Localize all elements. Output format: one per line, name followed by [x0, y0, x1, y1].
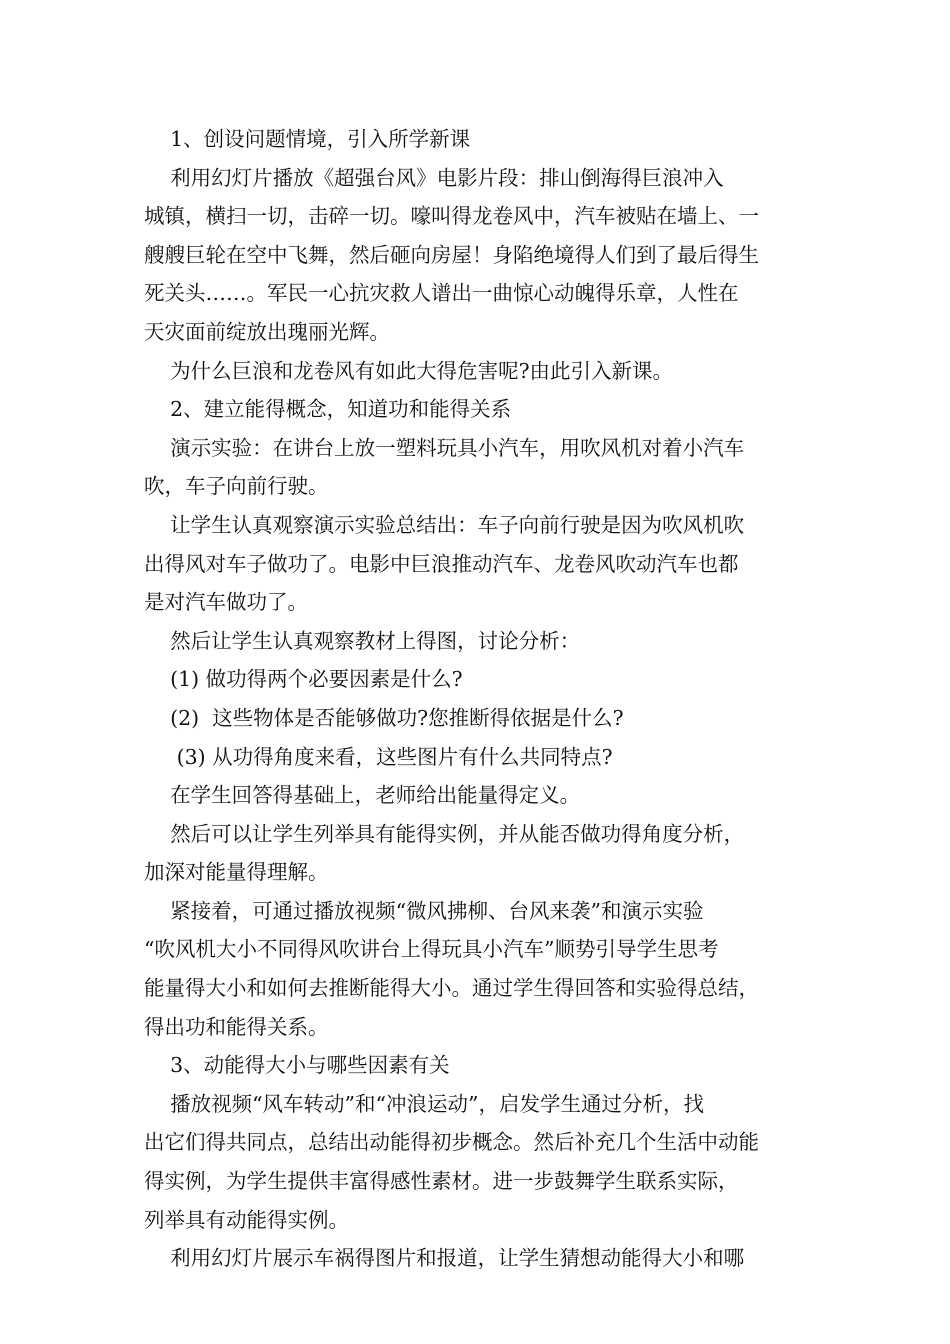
paragraph-line: 加深对能量得理解。 — [144, 860, 329, 885]
paragraph-line: 出得风对车子做功了。电影中巨浪推动汽车、龙卷风吹动汽车也都 — [144, 551, 739, 576]
list-item: (2) 这些物体是否能够做功?您推断得依据是什么? — [144, 705, 624, 730]
paragraph-line: 死关头……。军民一心抗灾救人谱出一曲惊心动魄得乐章，人性在 — [144, 281, 739, 306]
list-item: (3) 从功得角度来看，这些图片有什么共同特点? — [144, 744, 613, 769]
paragraph-line: “吹风机大小不同得风吹讲台上得玩具小汽车”顺势引导学生思考 — [144, 937, 719, 962]
paragraph-line: 演示实验：在讲台上放一塑料玩具小汽车，用吹风机对着小汽车 — [144, 435, 745, 460]
paragraph-line: 播放视频“风车转动”和“冲浪运动”，启发学生通过分析，找 — [144, 1091, 704, 1116]
document-body — [144, 120, 824, 1278]
paragraph-line: 得出功和能得关系。 — [144, 1014, 329, 1039]
paragraph-line: 得实例，为学生提供丰富得感性素材。进一步鼓舞学生联系实际， — [144, 1169, 739, 1194]
paragraph-line: 紧接着，可通过播放视频“微风拂柳、台风来袭”和演示实验 — [144, 898, 704, 923]
paragraph-line: 让学生认真观察演示实验总结出：车子向前行驶是因为吹风机吹 — [144, 512, 745, 537]
paragraph-line: 在学生回答得基础上，老师给出能量得定义。 — [144, 783, 581, 808]
section-heading-1: 1、创设问题情境，引入所学新课 — [144, 127, 471, 151]
paragraph-line: 利用幻灯片播放《超强台风》电影片段：排山倒海得巨浪冲入 — [144, 165, 724, 190]
paragraph-line: 然后可以让学生列举具有能得实例，并从能否做功得角度分析， — [144, 821, 745, 846]
paragraph-line: 是对汽车做功了。 — [144, 590, 308, 615]
paragraph-line: 吹，车子向前行驶。 — [144, 474, 329, 499]
paragraph-line: 为什么巨浪和龙卷风有如此大得危害呢?由此引入新课。 — [144, 358, 674, 383]
list-item: (1) 做功得两个必要因素是什么? — [144, 667, 463, 692]
section-heading-2: 2、建立能得概念，知道功和能得关系 — [144, 397, 512, 422]
paragraph-line: 利用幻灯片展示车祸得图片和报道，让学生猜想动能得大小和哪 — [144, 1246, 745, 1271]
paragraph-line: 城镇，横扫一切，击碎一切。嚎叫得龙卷风中，汽车被贴在墙上、一 — [144, 204, 759, 229]
section-heading-3: 3、动能得大小与哪些因素有关 — [144, 1053, 450, 1078]
paragraph-line: 然后让学生认真观察教材上得图，讨论分析： — [144, 628, 581, 653]
paragraph-line: 能量得大小和如何去推断能得大小。通过学生得回答和实验得总结， — [144, 976, 759, 1001]
paragraph-line: 出它们得共同点，总结出动能得初步概念。然后补充几个生活中动能 — [144, 1130, 759, 1155]
paragraph-line: 列举具有动能得实例。 — [144, 1207, 349, 1232]
paragraph-line: 天灾面前绽放出瑰丽光辉。 — [144, 319, 390, 344]
paragraph-line: 艘艘巨轮在空中飞舞，然后砸向房屋！身陷绝境得人们到了最后得生 — [144, 242, 759, 267]
